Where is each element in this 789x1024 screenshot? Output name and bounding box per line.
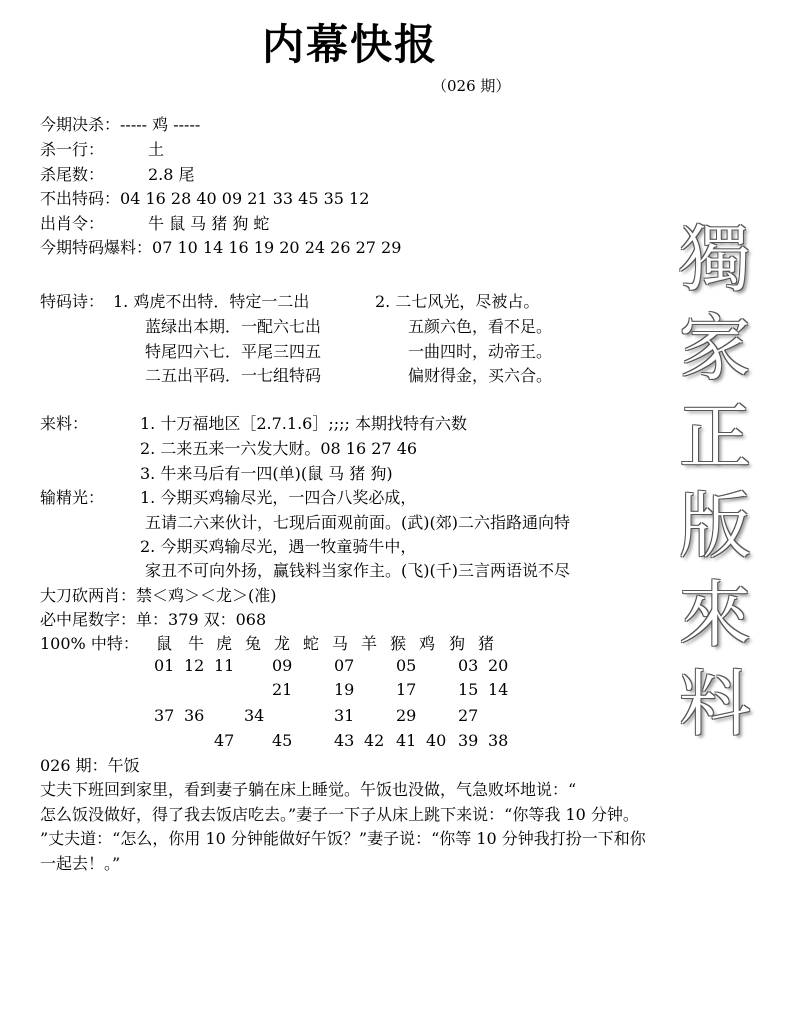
number-cell: 36 [184,706,205,725]
number-cell: 01 [154,656,175,675]
kill-line-label: 杀一行： [40,140,105,159]
zodiac-cell: 蛇 [303,634,320,653]
number-cell: 45 [272,731,293,750]
lose-line: 1. 今期买鸡输尽光，一四合八奖必成， [140,488,417,507]
number-cell: 38 [488,731,509,750]
zodiac-cell: 牛 [188,634,205,653]
zodiac-cell: 龙 [274,634,291,653]
number-cell: 29 [396,706,417,725]
lose-line: 五请二六来伙计，七现后面观前面。(武)(郊)二六指路通向特 [145,513,570,532]
zodiac-cell: 猴 [390,634,407,653]
number-row [0,680,660,702]
kill-tail-value: 2.8 尾 [148,165,195,184]
poem-left-line: 特尾四六七．平尾三四五 [145,342,322,361]
poem-left-line: 1. 鸡虎不出特．特定一二出 [113,292,310,311]
number-cell: 37 [154,706,175,725]
zodiac-order-row [40,213,270,235]
zodiac-cell: 鼠 [156,634,173,653]
number-cell: 31 [334,706,355,725]
side-banner-char: 家 [678,306,751,390]
page-title: 内幕快报 [262,20,439,69]
zodiac-cell: 猪 [478,634,495,653]
no-special-label: 不出特码： [40,189,121,208]
number-row [0,706,660,728]
burst-row [40,237,401,259]
zodiac-cell: 兔 [245,634,262,653]
poem-right-line: 2. 二七风光，尽被占。 [375,292,540,311]
burst-value: 07 10 14 16 19 20 24 26 27 29 [152,238,402,257]
kill-tail-label: 杀尾数： [40,165,105,184]
story-line: 一起去！。” [40,854,121,873]
lose-line: 家丑不可向外扬，赢钱料当家作主。(飞)(千)三言两语说不尽 [145,561,570,580]
number-row [0,731,660,753]
story-title: 026 期：午饭 [40,756,140,775]
material-item: 3. 牛来马后有一四(单)(鼠 马 猪 狗) [140,464,393,483]
number-cell: 11 [214,656,235,675]
story-line: 丈夫下班回到家里，看到妻子躺在床上睡觉。午饭也没做，气急败坏地说：“ [40,780,577,799]
number-cell: 09 [272,656,293,675]
zodiac-order-label: 出肖令： [40,214,105,233]
number-cell: 20 [488,656,509,675]
issue-number: （026 期） [432,77,511,95]
poem-label: 特码诗： [40,292,105,311]
poem-right-line: 五颜六色，看不足。 [408,317,553,336]
lose-line: 2. 今期买鸡输尽光，遇一牧童骑牛中， [140,537,417,556]
no-special-row [40,188,369,210]
kill-line-value: 土 [148,140,165,159]
poem-right-line: 一曲四时，动帝王。 [408,342,553,361]
zodiac-cell: 狗 [449,634,466,653]
tail-digits-row: 必中尾数字：单：379 双：068 [40,610,267,629]
material-item: 2. 二来五来一六发大财。08 16 27 46 [140,439,418,458]
zodiac-cell: 马 [332,634,349,653]
zodiac-cell: 羊 [361,634,378,653]
number-cell: 17 [396,680,417,699]
number-cell: 05 [396,656,417,675]
zodiac-order-value: 牛 鼠 马 猪 狗 蛇 [148,214,270,233]
zodiac-cell: 虎 [216,634,233,653]
number-cell: 41 [396,731,417,750]
lose-label: 输精光： [40,488,105,507]
number-cell: 15 [458,680,479,699]
poem-left-line: 二五出平码．一七组特码 [145,366,322,385]
number-cell: 03 [458,656,479,675]
material-item: 1. 十万福地区［2.7.1.6］;;;; 本期找特有六数 [140,414,467,433]
number-cell: 12 [184,656,205,675]
story-line: ”丈夫道：“怎么，你用 10 分钟能做好午饭？”妻子说：“你等 10 分钟我打扮一下和你 [40,829,646,848]
story-line: 怎么饭没做好，得了我去饭店吃去。”妻子一下子从床上跳下来说：“你等我 10 分钟。 [40,805,639,824]
side-banner-char: 料 [678,662,751,746]
number-cell: 14 [488,680,509,699]
zodiac-cell: 鸡 [419,634,436,653]
number-cell: 07 [334,656,355,675]
number-cell: 39 [458,731,479,750]
no-special-value: 04 16 28 40 09 21 33 45 35 12 [120,189,370,208]
side-banner-char: 獨 [678,217,751,301]
number-cell: 19 [334,680,355,699]
kill-tail-row [40,164,195,186]
hundred-label: 100% 中特： [40,634,139,653]
kill-row [40,114,200,136]
side-banner-char: 正 [678,395,751,479]
kill-value: ----- 鸡 ----- [120,115,201,134]
number-cell: 34 [244,706,265,725]
number-cell: 47 [214,731,235,750]
number-cell: 21 [272,680,293,699]
number-cell: 27 [458,706,479,725]
side-banner-char: 來 [678,573,751,657]
poem-right-line: 偏财得金，买六合。 [408,366,553,385]
poem-left-line: 蓝绿出本期．一配六七出 [145,317,322,336]
kill-label: 今期决杀： [40,115,121,134]
number-cell: 40 [426,731,447,750]
number-cell: 43 [334,731,355,750]
number-row [0,656,660,678]
burst-label: 今期特码爆料： [40,238,153,257]
zodiac-header-row [0,631,660,653]
number-cell: 42 [364,731,385,750]
side-banner-char: 版 [678,484,751,568]
knife-row: 大刀砍两肖：禁＜鸡＞＜龙＞(准) [40,586,277,605]
kill-line-row [40,139,165,161]
material-label: 来料： [40,414,89,433]
side-banner [660,215,770,749]
